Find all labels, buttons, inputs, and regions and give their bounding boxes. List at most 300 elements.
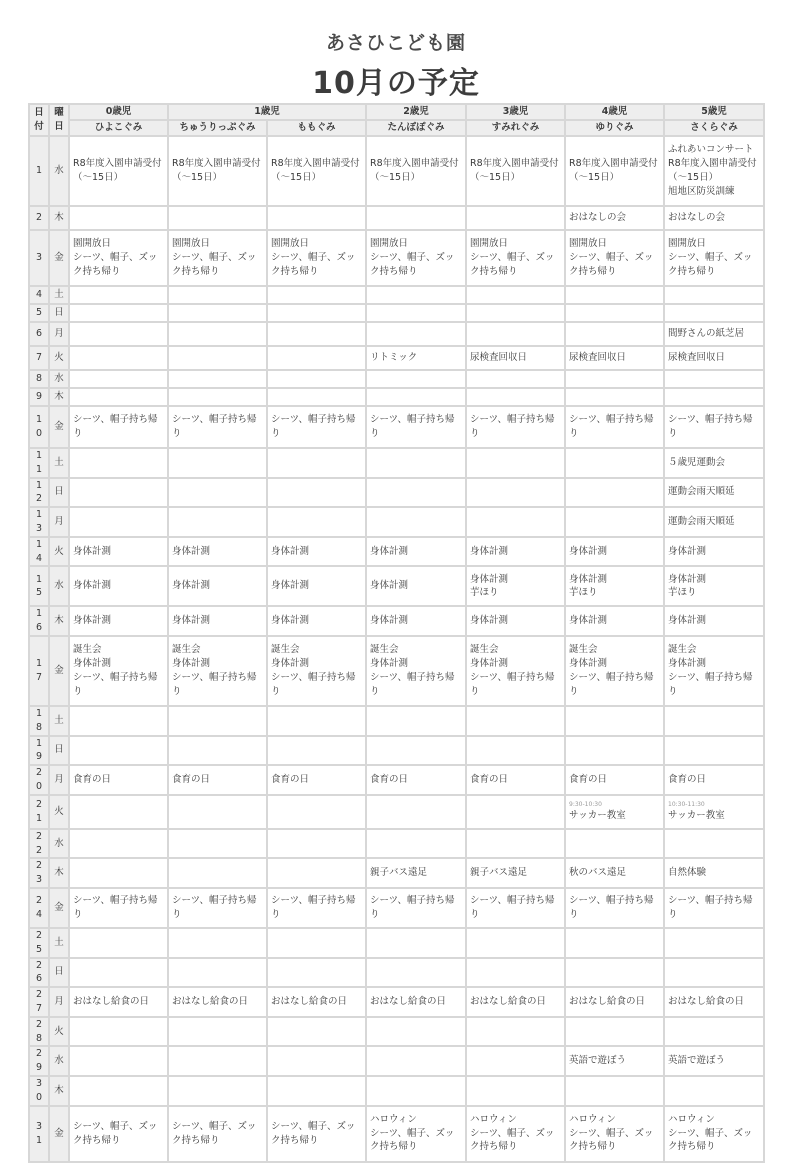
schedule-cell: シーツ、帽子持ち帰り — [466, 406, 565, 448]
day-number: 29 — [29, 1046, 49, 1076]
schedule-cell: シーツ、帽子持ち帰り — [565, 406, 664, 448]
schedule-cell — [168, 1046, 267, 1076]
schedule-cell — [466, 322, 565, 346]
schedule-cell: 園開放日 シーツ、帽子、ズック持ち帰り — [366, 230, 466, 286]
schedule-cell — [267, 795, 366, 829]
schedule-cell — [466, 736, 565, 766]
day-number: 14 — [29, 537, 49, 567]
schedule-cell — [69, 858, 168, 888]
schedule-cell — [267, 370, 366, 388]
schedule-cell — [267, 1017, 366, 1047]
schedule-cell — [69, 928, 168, 958]
schedule-row — [29, 1076, 764, 1106]
age-group-header-row — [29, 104, 764, 120]
schedule-cell — [466, 958, 565, 988]
day-number: 7 — [29, 346, 49, 370]
weekday: 水 — [49, 370, 69, 388]
event-text: サッカー教室 — [569, 809, 626, 821]
schedule-cell — [565, 706, 664, 736]
schedule-row — [29, 606, 764, 636]
schedule-cell — [168, 706, 267, 736]
schedule-cell: 親子バス遠足 — [466, 858, 565, 888]
schedule-cell — [366, 206, 466, 230]
schedule-cell — [168, 322, 267, 346]
schedule-cell: 運動会雨天順延 — [664, 478, 764, 508]
schedule-cell: 食育の日 — [267, 765, 366, 795]
schedule-cell — [168, 507, 267, 537]
schedule-cell: 食育の日 — [466, 765, 565, 795]
schedule-cell: ハロウィン シーツ、帽子、ズック持ち帰り — [466, 1106, 565, 1162]
schedule-cell — [69, 304, 168, 322]
schedule-cell: シーツ、帽子、ズック持ち帰り — [168, 1106, 267, 1162]
schedule-row — [29, 829, 764, 859]
schedule-cell: 身体計測 — [664, 606, 764, 636]
schedule-cell — [366, 304, 466, 322]
weekday: 木 — [49, 388, 69, 406]
schedule-cell: 食育の日 — [664, 765, 764, 795]
schedule-cell: 身体計測 芋ほり — [466, 566, 565, 606]
schedule-cell: 身体計測 — [565, 606, 664, 636]
schedule-table — [28, 103, 765, 1163]
schedule-cell: 食育の日 — [366, 765, 466, 795]
schedule-cell — [664, 388, 764, 406]
day-number: 10 — [29, 406, 49, 448]
schedule-cell: シーツ、帽子、ズック持ち帰り — [267, 1106, 366, 1162]
schedule-cell — [267, 706, 366, 736]
schedule-cell — [168, 858, 267, 888]
weekday: 木 — [49, 606, 69, 636]
schedule-cell: 誕生会 身体計測 シーツ、帽子持ち帰り — [664, 636, 764, 706]
weekday: 月 — [49, 507, 69, 537]
day-number: 20 — [29, 765, 49, 795]
schedule-cell — [267, 346, 366, 370]
schedule-cell: 誕生会 身体計測 シーツ、帽子持ち帰り — [69, 636, 168, 706]
schedule-cell — [366, 478, 466, 508]
schedule-row — [29, 478, 764, 508]
day-number: 21 — [29, 795, 49, 829]
schedule-cell: シーツ、帽子持ち帰り — [267, 406, 366, 448]
schedule-cell: シーツ、帽子持ち帰り — [664, 406, 764, 448]
schedule-cell: シーツ、帽子、ズック持ち帰り — [69, 1106, 168, 1162]
schedule-cell — [565, 370, 664, 388]
day-number: 2 — [29, 206, 49, 230]
schedule-cell — [267, 829, 366, 859]
schedule-cell — [69, 286, 168, 304]
schedule-cell — [366, 1076, 466, 1106]
schedule-cell: 身体計測 — [168, 537, 267, 567]
schedule-cell — [664, 795, 764, 829]
schedule-cell — [664, 1017, 764, 1047]
day-number: 31 — [29, 1106, 49, 1162]
schedule-cell — [664, 736, 764, 766]
schedule-row — [29, 346, 764, 370]
schedule-cell — [565, 928, 664, 958]
day-number: 8 — [29, 370, 49, 388]
schedule-row — [29, 928, 764, 958]
schedule-cell — [69, 478, 168, 508]
schedule-cell: 誕生会 身体計測 シーツ、帽子持ち帰り — [466, 636, 565, 706]
schedule-cell — [267, 507, 366, 537]
schedule-cell: 園開放日 シーツ、帽子、ズック持ち帰り — [267, 230, 366, 286]
day-number: 5 — [29, 304, 49, 322]
schedule-cell — [466, 478, 565, 508]
day-number: 19 — [29, 736, 49, 766]
schedule-cell — [168, 448, 267, 478]
schedule-cell — [366, 388, 466, 406]
schedule-cell: 英語で遊ぼう — [565, 1046, 664, 1076]
schedule-row — [29, 1017, 764, 1047]
schedule-cell — [267, 304, 366, 322]
schedule-cell: おはなしの会 — [664, 206, 764, 230]
schedule-cell — [168, 829, 267, 859]
class-header: ちゅうりっぷぐみ — [168, 120, 267, 136]
weekday: 月 — [49, 322, 69, 346]
schedule-row — [29, 1046, 764, 1076]
weekday: 水 — [49, 829, 69, 859]
schedule-cell: 運動会雨天順延 — [664, 507, 764, 537]
schedule-cell: R8年度入園申請受付 （〜15日） — [366, 136, 466, 206]
schedule-cell — [168, 1017, 267, 1047]
schedule-cell — [366, 507, 466, 537]
schedule-cell — [267, 448, 366, 478]
schedule-cell — [69, 448, 168, 478]
schedule-cell: 身体計測 — [366, 606, 466, 636]
schedule-cell — [466, 388, 565, 406]
schedule-cell — [366, 958, 466, 988]
day-number: 4 — [29, 286, 49, 304]
schedule-cell — [69, 736, 168, 766]
weekday: 金 — [49, 636, 69, 706]
schedule-cell — [69, 388, 168, 406]
day-number: 28 — [29, 1017, 49, 1047]
schedule-cell: 身体計測 芋ほり — [565, 566, 664, 606]
schedule-cell — [366, 795, 466, 829]
schedule-cell — [565, 1017, 664, 1047]
weekday-header-label: 曜 日 — [54, 107, 64, 132]
schedule-row — [29, 206, 764, 230]
schedule-row — [29, 888, 764, 928]
schedule-cell: 誕生会 身体計測 シーツ、帽子持ち帰り — [168, 636, 267, 706]
time-range: 9:30-10:30 — [569, 800, 602, 808]
schedule-cell — [69, 706, 168, 736]
schedule-cell — [267, 1046, 366, 1076]
schedule-cell — [466, 304, 565, 322]
day-column-header — [29, 104, 49, 136]
class-header: さくらぐみ — [664, 120, 764, 136]
weekday: 月 — [49, 765, 69, 795]
schedule-cell: シーツ、帽子持ち帰り — [69, 406, 168, 448]
schedule-cell: おはなし給食の日 — [168, 987, 267, 1017]
schedule-cell: 尿検査回収日 — [466, 346, 565, 370]
schedule-cell — [664, 286, 764, 304]
schedule-cell — [565, 322, 664, 346]
schedule-cell — [466, 795, 565, 829]
schedule-cell — [69, 829, 168, 859]
age-group-header: 2歳児 — [366, 104, 466, 120]
schedule-row — [29, 765, 764, 795]
schedule-cell — [565, 304, 664, 322]
schedule-cell: シーツ、帽子持ち帰り — [366, 888, 466, 928]
schedule-cell — [466, 448, 565, 478]
schedule-cell: 園開放日 シーツ、帽子、ズック持ち帰り — [664, 230, 764, 286]
day-number: 13 — [29, 507, 49, 537]
schedule-cell: 誕生会 身体計測 シーツ、帽子持ち帰り — [565, 636, 664, 706]
day-number: 15 — [29, 566, 49, 606]
schedule-row — [29, 1106, 764, 1162]
schedule-row — [29, 537, 764, 567]
school-name: あさひこども園 — [325, 32, 466, 54]
schedule-cell: シーツ、帽子持ち帰り — [565, 888, 664, 928]
day-number: 22 — [29, 829, 49, 859]
weekday: 木 — [49, 1076, 69, 1106]
weekday: 木 — [49, 858, 69, 888]
schedule-row — [29, 304, 764, 322]
schedule-cell: ハロウィン シーツ、帽子、ズック持ち帰り — [366, 1106, 466, 1162]
schedule-cell — [565, 448, 664, 478]
schedule-cell: ふれあいコンサート R8年度入園申請受付 （〜15日） 旭地区防災訓練 — [664, 136, 764, 206]
schedule-cell — [168, 286, 267, 304]
day-number: 30 — [29, 1076, 49, 1106]
page-title: 10月の予定 — [312, 66, 480, 101]
schedule-cell — [168, 206, 267, 230]
schedule-row — [29, 507, 764, 537]
schedule-cell — [69, 795, 168, 829]
schedule-cell — [366, 1046, 466, 1076]
event-text: サッカー教室 — [668, 809, 725, 821]
schedule-cell — [267, 736, 366, 766]
weekday: 水 — [49, 1046, 69, 1076]
schedule-cell: R8年度入園申請受付 （〜15日） — [565, 136, 664, 206]
schedule-row — [29, 230, 764, 286]
age-group-header: 5歳児 — [664, 104, 764, 120]
schedule-cell: リトミック — [366, 346, 466, 370]
schedule-cell: おはなし給食の日 — [267, 987, 366, 1017]
schedule-cell — [366, 448, 466, 478]
schedule-row — [29, 795, 764, 829]
weekday: 火 — [49, 537, 69, 567]
weekday: 木 — [49, 206, 69, 230]
schedule-row — [29, 958, 764, 988]
schedule-cell: おはなし給食の日 — [366, 987, 466, 1017]
schedule-cell: 身体計測 — [168, 566, 267, 606]
schedule-cell: 間野さんの紙芝居 — [664, 322, 764, 346]
schedule-cell: シーツ、帽子持ち帰り — [267, 888, 366, 928]
schedule-cell: シーツ、帽子持ち帰り — [168, 406, 267, 448]
schedule-cell — [168, 958, 267, 988]
schedule-cell — [664, 370, 764, 388]
schedule-cell: ５歳児運動会 — [664, 448, 764, 478]
age-group-header: 0歳児 — [69, 104, 168, 120]
age-group-header: 4歳児 — [565, 104, 664, 120]
schedule-cell — [366, 736, 466, 766]
day-number: 9 — [29, 388, 49, 406]
schedule-cell: おはなし給食の日 — [466, 987, 565, 1017]
schedule-cell — [168, 304, 267, 322]
day-number: 17 — [29, 636, 49, 706]
schedule-cell — [69, 1017, 168, 1047]
schedule-cell — [267, 958, 366, 988]
schedule-row — [29, 286, 764, 304]
schedule-cell — [267, 928, 366, 958]
weekday: 月 — [49, 987, 69, 1017]
day-number: 18 — [29, 706, 49, 736]
schedule-row — [29, 388, 764, 406]
class-header: ゆりぐみ — [565, 120, 664, 136]
schedule-cell — [267, 322, 366, 346]
schedule-cell — [565, 507, 664, 537]
schedule-cell — [565, 795, 664, 829]
schedule-cell — [69, 507, 168, 537]
schedule-cell: 身体計測 — [69, 606, 168, 636]
schedule-cell — [366, 1017, 466, 1047]
schedule-cell: R8年度入園申請受付 （〜15日） — [69, 136, 168, 206]
schedule-cell — [69, 1076, 168, 1106]
schedule-cell: 親子バス遠足 — [366, 858, 466, 888]
day-number: 11 — [29, 448, 49, 478]
schedule-cell: 身体計測 — [466, 606, 565, 636]
schedule-cell: 身体計測 — [69, 566, 168, 606]
weekday: 金 — [49, 888, 69, 928]
schedule-cell — [366, 322, 466, 346]
day-number: 1 — [29, 136, 49, 206]
schedule-cell: 食育の日 — [69, 765, 168, 795]
schedule-cell — [168, 478, 267, 508]
schedule-row — [29, 858, 764, 888]
weekday: 土 — [49, 286, 69, 304]
schedule-cell: 園開放日 シーツ、帽子、ズック持ち帰り — [565, 230, 664, 286]
schedule-cell — [69, 346, 168, 370]
schedule-cell — [267, 858, 366, 888]
weekday: 水 — [49, 136, 69, 206]
age-group-header: 3歳児 — [466, 104, 565, 120]
weekday: 火 — [49, 346, 69, 370]
age-group-header: 1歳児 — [168, 104, 366, 120]
schedule-cell — [466, 1076, 565, 1106]
schedule-cell — [664, 706, 764, 736]
schedule-cell — [168, 346, 267, 370]
day-number: 3 — [29, 230, 49, 286]
schedule-cell: 秋のバス遠足 — [565, 858, 664, 888]
schedule-cell: R8年度入園申請受付 （〜15日） — [466, 136, 565, 206]
schedule-cell — [168, 388, 267, 406]
schedule-cell: R8年度入園申請受付 （〜15日） — [168, 136, 267, 206]
class-header: たんぽぽぐみ — [366, 120, 466, 136]
class-header: すみれぐみ — [466, 120, 565, 136]
class-header: ももぐみ — [267, 120, 366, 136]
schedule-cell: R8年度入園申請受付 （〜15日） — [267, 136, 366, 206]
weekday: 火 — [49, 795, 69, 829]
schedule-cell: おはなし給食の日 — [69, 987, 168, 1017]
weekday: 水 — [49, 566, 69, 606]
schedule-row — [29, 566, 764, 606]
schedule-cell — [267, 1076, 366, 1106]
schedule-cell — [565, 736, 664, 766]
schedule-cell — [565, 829, 664, 859]
schedule-cell: 食育の日 — [168, 765, 267, 795]
weekday: 日 — [49, 736, 69, 766]
schedule-row — [29, 987, 764, 1017]
schedule-cell — [366, 829, 466, 859]
weekday: 日 — [49, 958, 69, 988]
schedule-cell: シーツ、帽子持ち帰り — [69, 888, 168, 928]
weekday-column-header — [49, 104, 69, 136]
time-range: 10:30-11:30 — [668, 800, 705, 808]
weekday: 金 — [49, 1106, 69, 1162]
schedule-cell: おはなし給食の日 — [664, 987, 764, 1017]
schedule-row — [29, 322, 764, 346]
schedule-cell: 身体計測 — [267, 566, 366, 606]
day-number: 12 — [29, 478, 49, 508]
schedule-cell — [466, 1046, 565, 1076]
schedule-cell — [168, 1076, 267, 1106]
day-number: 27 — [29, 987, 49, 1017]
schedule-cell: 尿検査回収日 — [664, 346, 764, 370]
schedule-row — [29, 736, 764, 766]
schedule-cell: おはなし給食の日 — [565, 987, 664, 1017]
schedule-cell — [664, 1076, 764, 1106]
schedule-cell — [466, 1017, 565, 1047]
schedule-cell — [168, 795, 267, 829]
schedule-cell: 尿検査回収日 — [565, 346, 664, 370]
schedule-row — [29, 136, 764, 206]
schedule-cell: 誕生会 身体計測 シーツ、帽子持ち帰り — [267, 636, 366, 706]
schedule-cell — [366, 286, 466, 304]
schedule-cell — [466, 286, 565, 304]
schedule-cell — [565, 958, 664, 988]
schedule-cell — [466, 829, 565, 859]
schedule-cell — [664, 829, 764, 859]
schedule-cell — [366, 928, 466, 958]
weekday: 金 — [49, 406, 69, 448]
day-number: 16 — [29, 606, 49, 636]
schedule-cell — [565, 388, 664, 406]
schedule-cell: 身体計測 — [366, 566, 466, 606]
weekday: 土 — [49, 448, 69, 478]
schedule-cell: 身体計測 — [466, 537, 565, 567]
schedule-cell — [466, 206, 565, 230]
schedule-cell — [565, 478, 664, 508]
day-number: 24 — [29, 888, 49, 928]
schedule-cell: ハロウィン シーツ、帽子、ズック持ち帰り — [565, 1106, 664, 1162]
class-header: ひよこぐみ — [69, 120, 168, 136]
schedule-body — [29, 136, 764, 1162]
schedule-cell — [466, 507, 565, 537]
schedule-cell: 身体計測 — [664, 537, 764, 567]
schedule-cell: 身体計測 — [565, 537, 664, 567]
schedule-cell: シーツ、帽子持ち帰り — [168, 888, 267, 928]
day-number: 23 — [29, 858, 49, 888]
schedule-cell — [664, 958, 764, 988]
schedule-cell: 誕生会 身体計測 シーツ、帽子持ち帰り — [366, 636, 466, 706]
schedule-cell: おはなしの会 — [565, 206, 664, 230]
schedule-cell: シーツ、帽子持ち帰り — [366, 406, 466, 448]
schedule-cell — [69, 370, 168, 388]
schedule-cell — [168, 928, 267, 958]
schedule-cell — [267, 478, 366, 508]
schedule-row — [29, 636, 764, 706]
weekday: 土 — [49, 706, 69, 736]
day-number: 6 — [29, 322, 49, 346]
schedule-cell: 園開放日 シーツ、帽子、ズック持ち帰り — [168, 230, 267, 286]
schedule-cell — [168, 370, 267, 388]
schedule-cell: 自然体験 — [664, 858, 764, 888]
schedule-cell — [466, 370, 565, 388]
schedule-cell: 身体計測 — [168, 606, 267, 636]
schedule-cell — [267, 286, 366, 304]
schedule-cell — [69, 958, 168, 988]
schedule-cell: 園開放日 シーツ、帽子、ズック持ち帰り — [466, 230, 565, 286]
schedule-cell — [466, 928, 565, 958]
